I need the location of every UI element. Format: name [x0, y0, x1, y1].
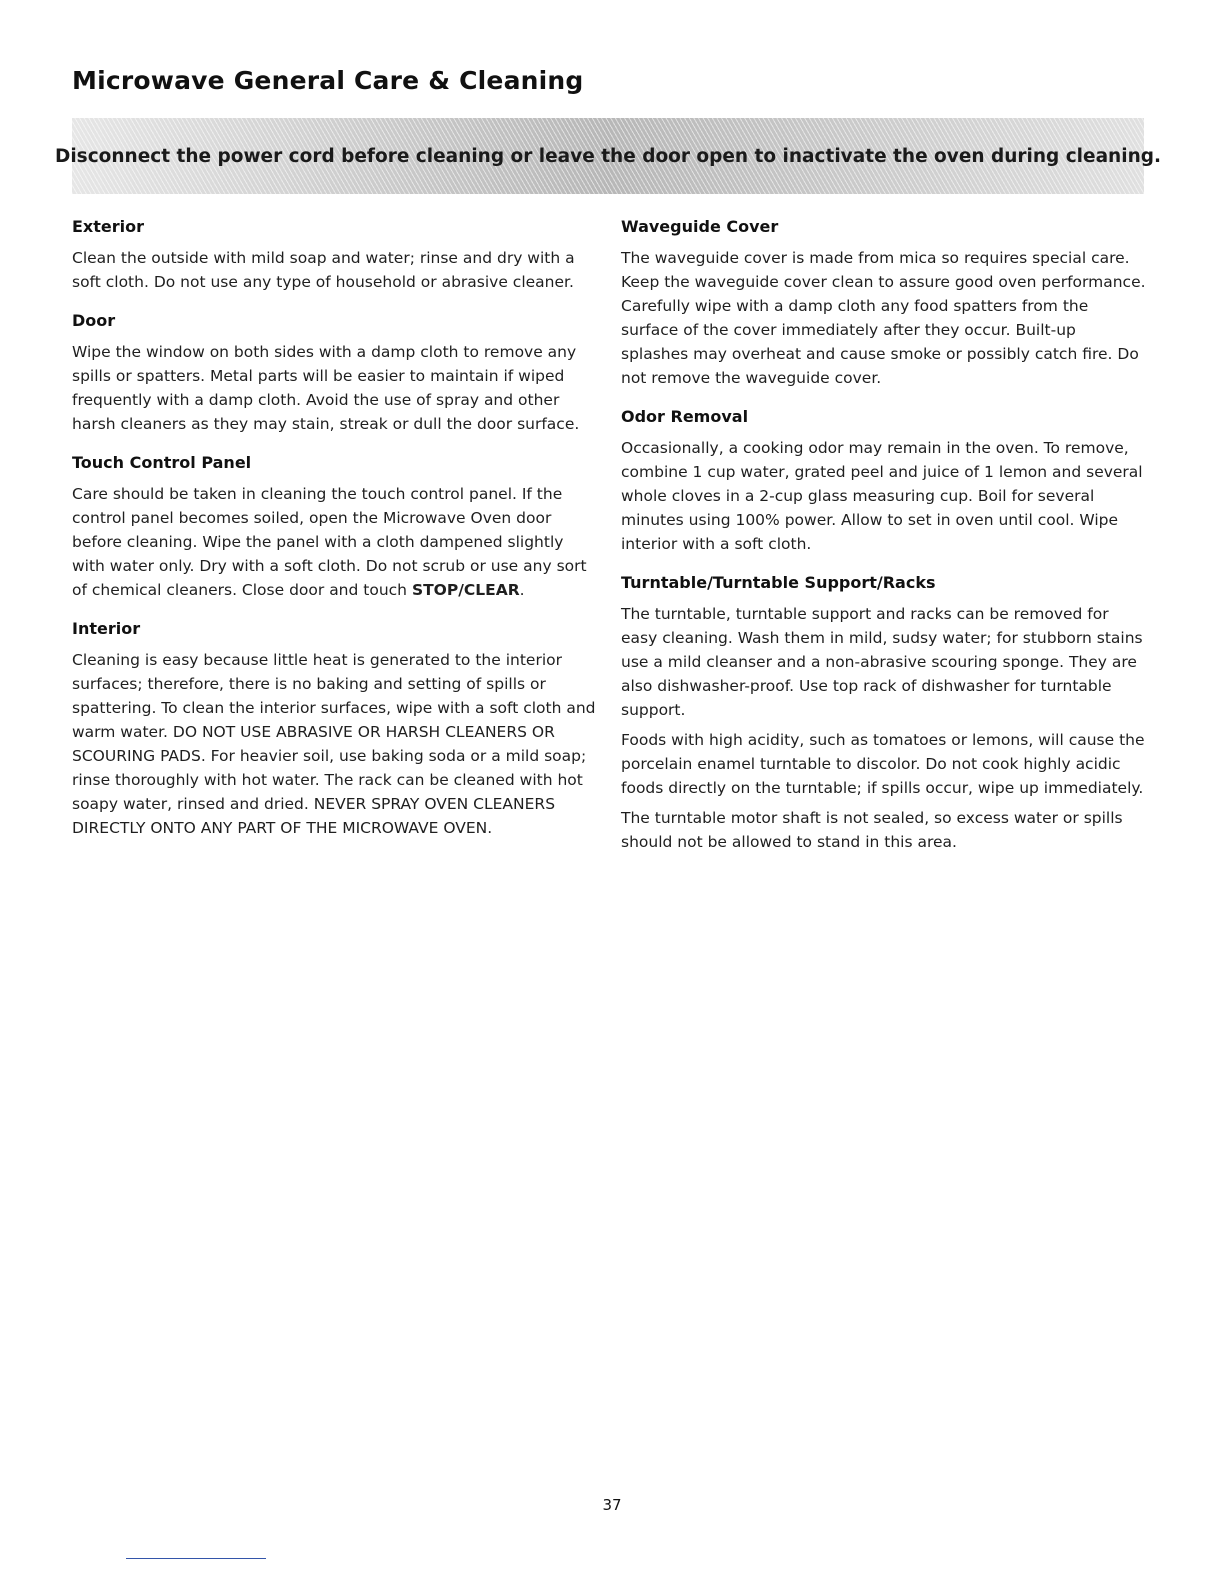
- section-body: Cleaning is easy because little heat is generated to the interior surfaces; therefore, there is no baking and setting of spills or spattering. To clean the interior surfaces, wipe with a soft cloth and warm water. DO NOT USE ABRASIVE OR HARSH CLEANERS OR SCOURING PADS. For heavier soil, use baking soda or a mild soap; rinse thoroughly with hot water. The rack can be cleaned with hot soapy water, rinsed and dried. NEVER SPRAY OVEN CLEANERS DIRECTLY ONTO ANY PART OF THE MICROWAVE OVEN.: [72, 651, 596, 837]
- section-heading: Odor Removal: [621, 407, 749, 426]
- section-door: [72, 310, 596, 436]
- section-body: [72, 482, 596, 602]
- section-heading: Exterior: [72, 217, 145, 236]
- page-title: Microwave General Care & Cleaning: [72, 66, 584, 95]
- section-body: Foods with high acidity, such as tomatoes or lemons, will cause the porcelain enamel turntable to discolor. Do not cook highly acidic foods directly on the turntable; if spills occur, wipe up immediately.: [621, 731, 1145, 797]
- stop-clear-key-label: STOP/CLEAR: [411, 581, 520, 599]
- section-body: The turntable motor shaft is not sealed, so excess water or spills should not be allowed to stand in this area.: [621, 809, 1123, 851]
- warning-text: Disconnect the power cord before cleaning or leave the door open to inactivate the oven during cleaning.: [54, 145, 1162, 167]
- section-body: The turntable, turntable support and racks can be removed for easy cleaning. Wash them in mild, sudsy water; for stubborn stains use a mild cleanser and a non-abrasive scouring sponge. They are also dishwasher-proof. Use top rack of dishwasher for turntable support.: [621, 605, 1143, 719]
- left-column: [72, 216, 596, 840]
- section-heading: Turntable/Turntable Support/Racks: [621, 573, 936, 592]
- right-column: [621, 216, 1147, 854]
- page-number: 37: [602, 1496, 622, 1514]
- section-body: Occasionally, a cooking odor may remain in the oven. To remove, combine 1 cup water, grated peel and juice of 1 lemon and several whole cloves in a 2-cup glass measuring cup. Boil for several minutes using 100% power. Allow to set in oven until cool. Wipe interior with a soft cloth.: [621, 439, 1143, 553]
- section-touch-control-panel: [72, 452, 596, 602]
- footer-rule: [126, 1558, 266, 1559]
- section-heading: Interior: [72, 619, 141, 638]
- section-odor-removal: [621, 406, 1147, 556]
- section-body: Clean the outside with mild soap and water; rinse and dry with a soft cloth. Do not use any type of household or abrasive cleaner.: [72, 249, 575, 291]
- body-text-end: .: [519, 581, 525, 599]
- section-heading: Waveguide Cover: [621, 217, 779, 236]
- warning-banner: [54, 118, 1162, 194]
- section-interior: [72, 618, 596, 840]
- body-text: Care should be taken in cleaning the touch control panel. If the control panel becomes soiled, open the Microwave Oven door before cleaning. Wipe the panel with a cloth dampened slightly with water only. Dry with a soft cloth. Do not scrub or use any sort of chemical cleaners. Close door and touch: [72, 485, 587, 599]
- section-body: The waveguide cover is made from mica so requires special care. Keep the waveguide cover clean to assure good oven performance. Carefully wipe with a damp cloth any food spatters from the surface of the cover immediately after they occur. Built-up splashes may overheat and cause smoke or possibly catch fire. Do not remove the waveguide cover.: [621, 249, 1146, 387]
- section-heading: Door: [72, 311, 116, 330]
- section-heading: Touch Control Panel: [72, 453, 252, 472]
- section-exterior: [72, 216, 596, 294]
- section-body: Wipe the window on both sides with a damp cloth to remove any spills or spatters. Metal parts will be easier to maintain if wiped frequently with a damp cloth. Avoid the use of spray and other harsh cleaners as they may stain, streak or dull the door surface.: [72, 343, 580, 433]
- section-waveguide-cover: [621, 216, 1147, 390]
- section-turntable: [621, 572, 1147, 854]
